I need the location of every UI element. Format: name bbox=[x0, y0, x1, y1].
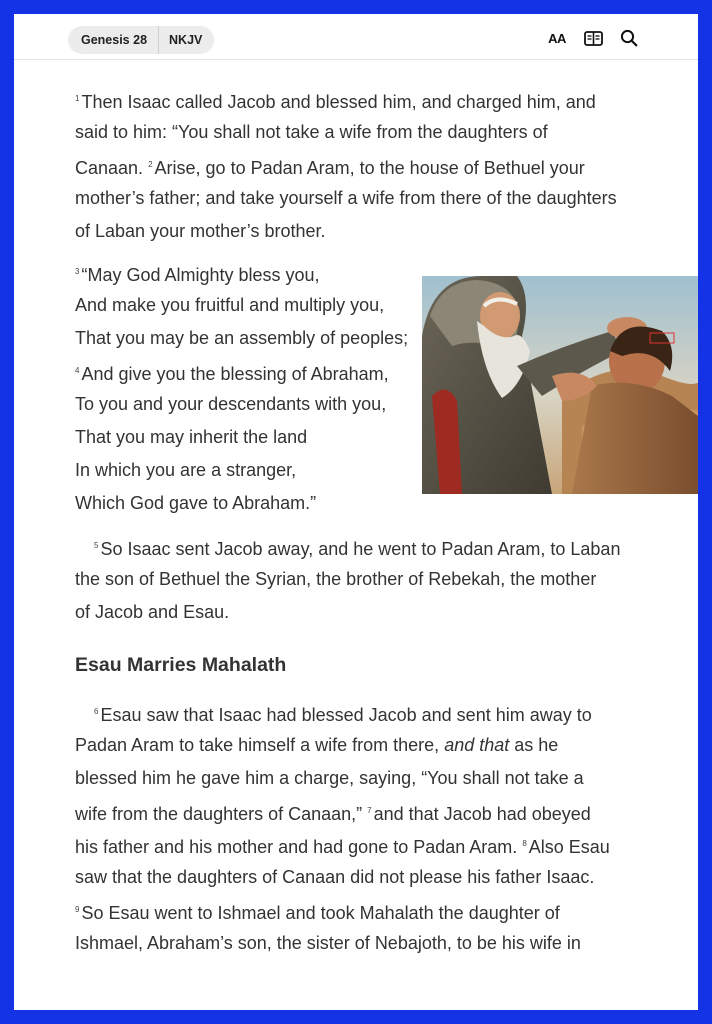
poem-line: That you may inherit the land bbox=[75, 427, 308, 447]
verse-number[interactable]: 6 bbox=[94, 707, 99, 716]
text-line: Ishmael, Abraham’s son, the sister of Nebajoth, to be his wife in bbox=[75, 933, 581, 953]
book-icon[interactable] bbox=[582, 27, 604, 49]
text-line: $^5$ So Isaac sent Jacob away, and he went to Padan Aram, to Laban bbox=[94, 539, 621, 559]
translation-selector[interactable]: NKJV bbox=[158, 26, 214, 54]
verse-number[interactable]: 4 bbox=[75, 366, 80, 375]
poem-line: Which God gave to Abraham.” bbox=[75, 493, 317, 513]
toolbar bbox=[546, 27, 640, 49]
text-line: Canaan. $^2$ Arise, go to Padan Aram, to the house of Bethuel your bbox=[75, 158, 585, 178]
poem-line: To you and your descendants with you, bbox=[75, 394, 387, 414]
verse-number[interactable]: 2 bbox=[148, 160, 153, 169]
text-line: saw that the daughters of Canaan did not please his father Isaac. bbox=[75, 867, 595, 887]
text-line: Padan Aram to take himself a wife from there, and that as he bbox=[75, 735, 559, 755]
text-line: of Laban your mother’s brother. bbox=[75, 221, 326, 241]
poem-line: $^4$ And give you the blessing of Abraham, bbox=[75, 364, 389, 384]
italic-text: and that bbox=[444, 735, 510, 755]
top-bar bbox=[14, 14, 698, 60]
poem-line: In which you are a stranger, bbox=[75, 460, 297, 480]
poem-line: $^3$ “May God Almighty bless you, bbox=[75, 265, 320, 285]
text-line: said to him: “You shall not take a wife from the daughters of bbox=[75, 122, 548, 142]
poem-line: And make you fruitful and multiply you, bbox=[75, 295, 385, 315]
poem-line: That you may be an assembly of peoples; bbox=[75, 328, 409, 348]
verse-number[interactable]: 5 bbox=[94, 541, 99, 550]
text-line: his father and his mother and had gone to Padan Aram. $^8$ Also Esau bbox=[75, 837, 610, 857]
text-line: the son of Bethuel the Syrian, the brother of Rebekah, the mother bbox=[75, 569, 597, 589]
verse-number[interactable]: 7 bbox=[367, 806, 372, 815]
section-heading: Esau Marries Mahalath bbox=[75, 654, 287, 676]
chapter-selector[interactable]: Genesis 28 bbox=[81, 33, 148, 47]
reference-pill bbox=[68, 26, 214, 54]
text-line: of Jacob and Esau. bbox=[75, 602, 230, 622]
text-line: $^1$ Then Isaac called Jacob and blessed him, and charged him, and bbox=[75, 92, 596, 112]
verse-number[interactable]: 9 bbox=[75, 905, 80, 914]
reader-page bbox=[14, 14, 698, 1010]
text-line: mother’s father; and take yourself a wife from there of the daughters bbox=[75, 188, 617, 208]
text-line: $^9$ So Esau went to Ishmael and took Mahalath the daughter of bbox=[75, 903, 560, 923]
text-size-icon[interactable]: AA bbox=[548, 30, 566, 46]
verse-number[interactable]: 3 bbox=[75, 267, 80, 276]
verse-number[interactable]: 1 bbox=[75, 94, 80, 103]
search-icon[interactable] bbox=[618, 27, 640, 49]
verse-number[interactable]: 8 bbox=[522, 839, 527, 848]
blessing-illustration bbox=[422, 276, 698, 494]
text-line: blessed him he gave him a charge, saying, “You shall not take a bbox=[75, 768, 584, 788]
text-line: $^6$ Esau saw that Isaac had blessed Jacob and sent him away to bbox=[94, 705, 592, 725]
text-line: wife from the daughters of Canaan,” $^7$ and that Jacob had obeyed bbox=[75, 804, 591, 824]
